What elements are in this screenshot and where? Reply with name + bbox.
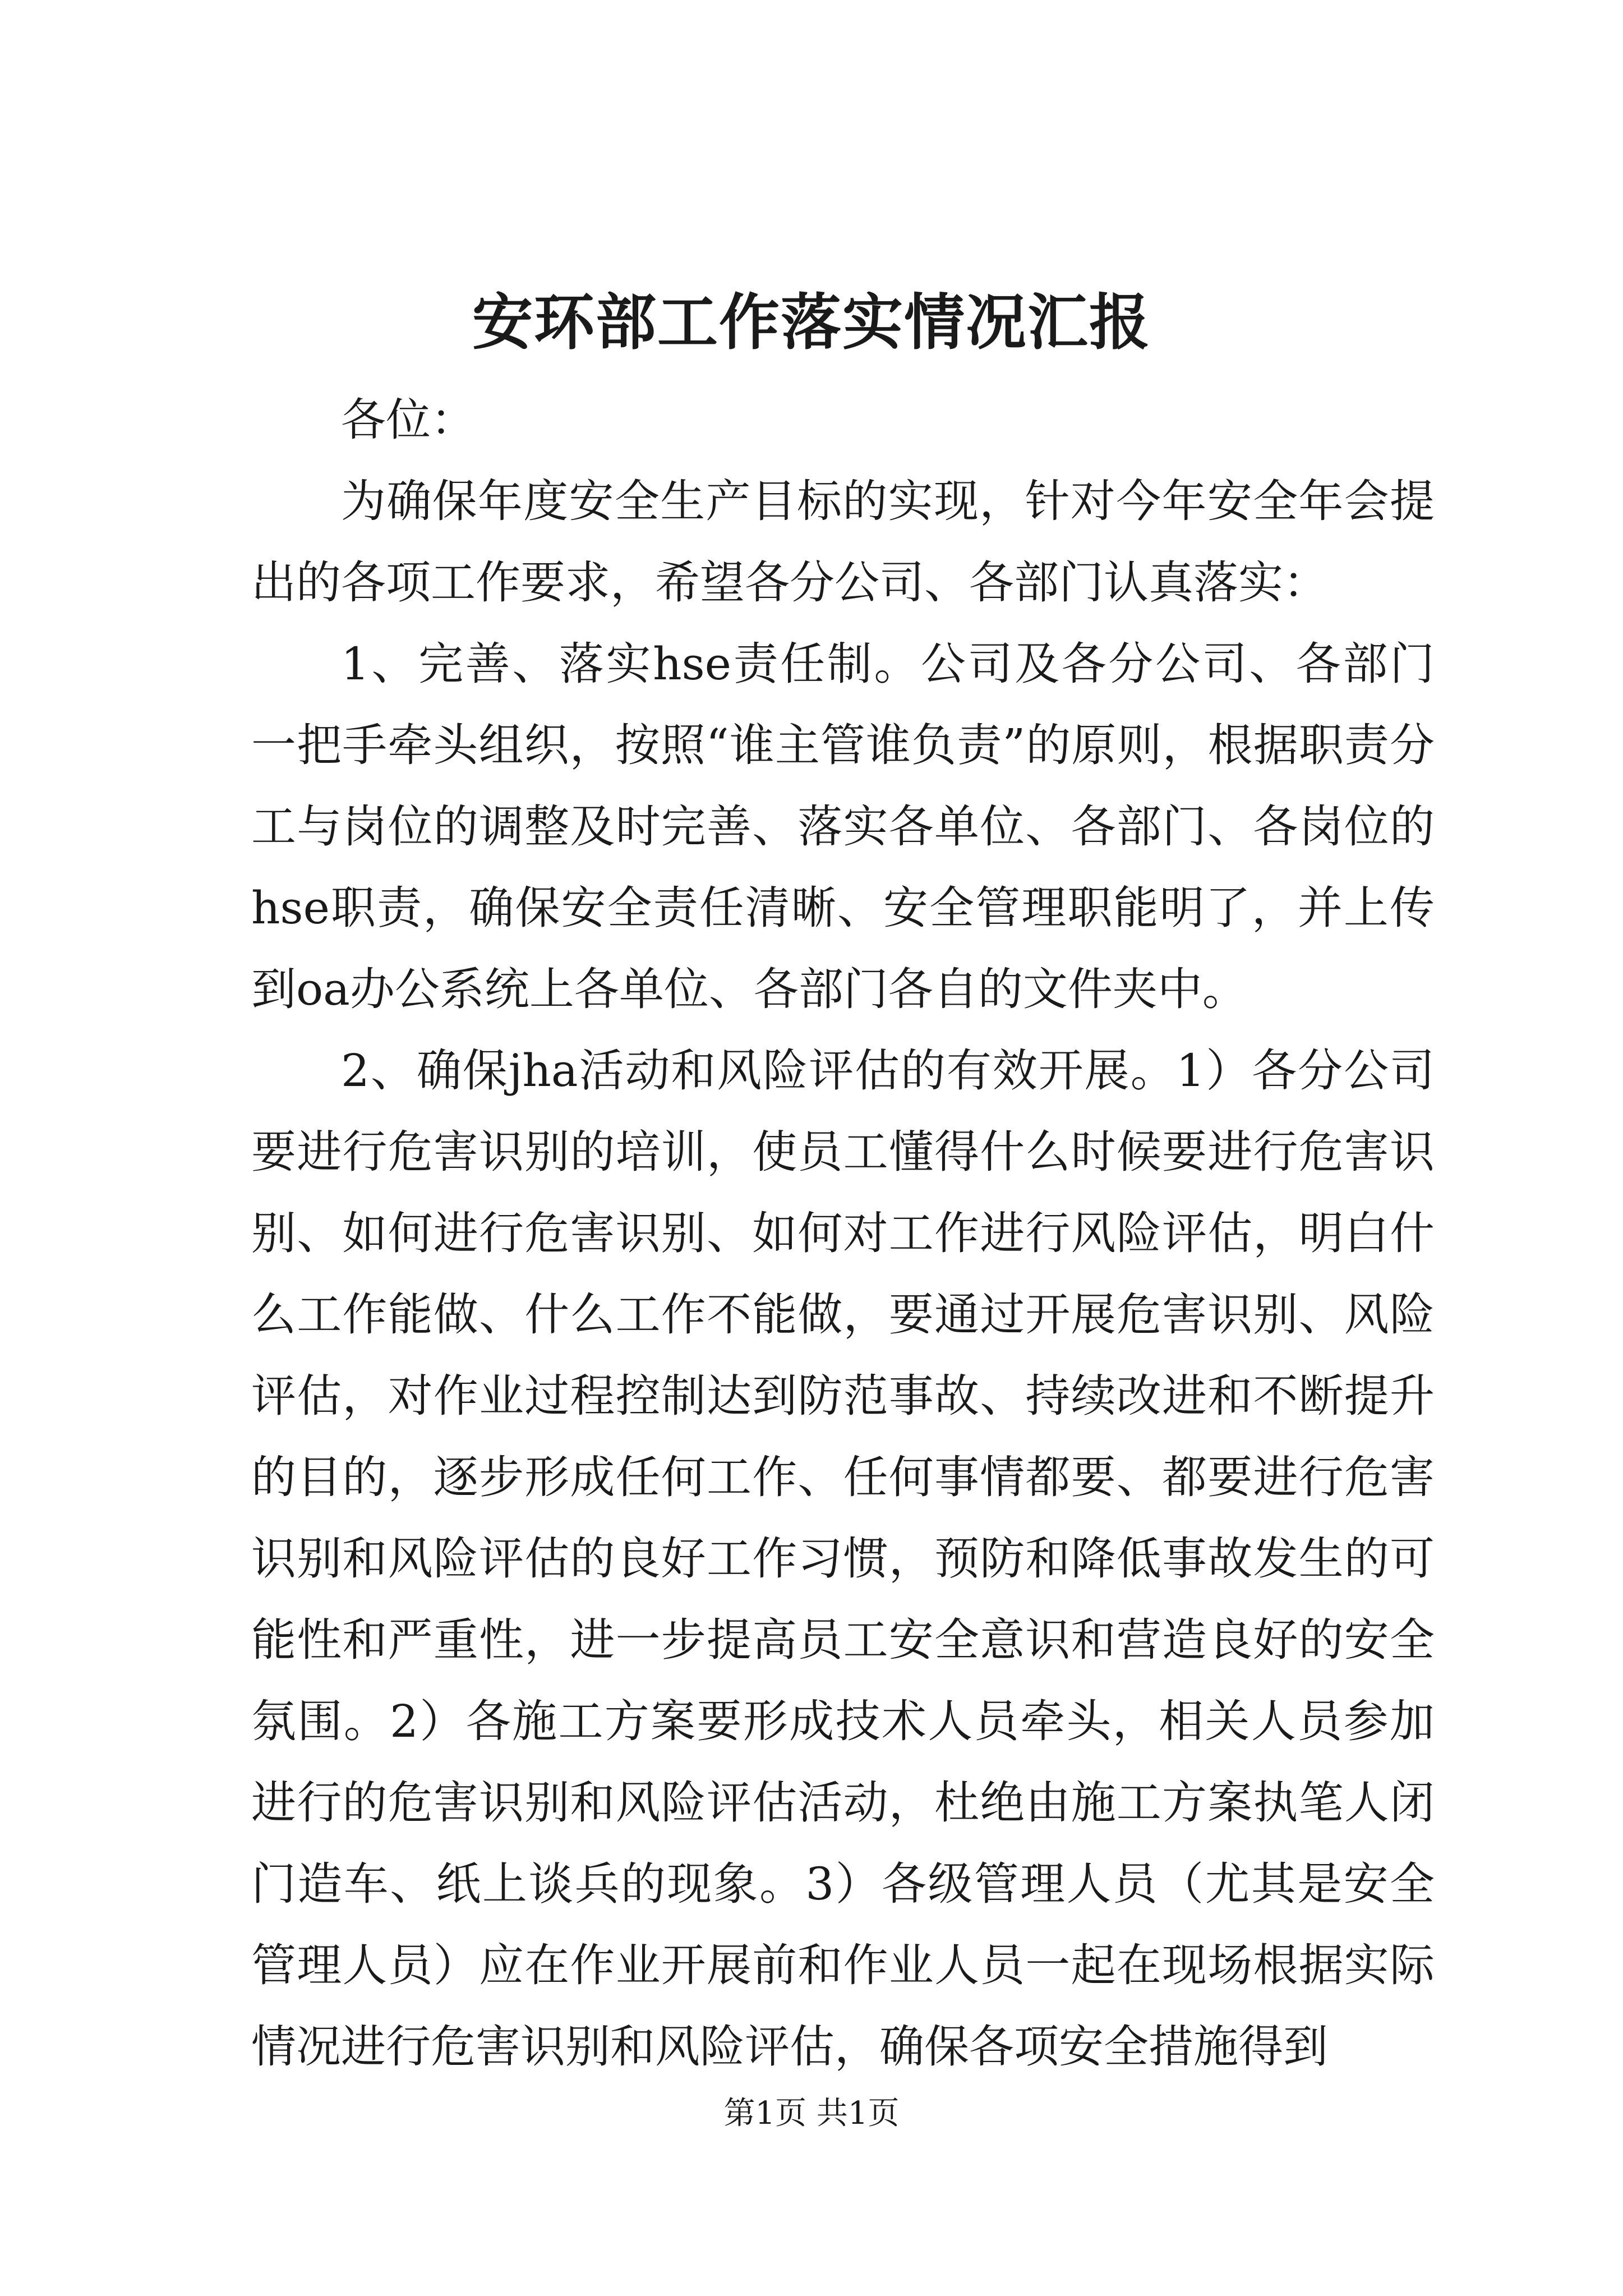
document-title: 安环部工作落实情况汇报: [472, 287, 1151, 358]
document-body: [251, 379, 1435, 2087]
item-2-paragraph: 2、确保jha活动和风险评估的有效开展。1）各分公司要进行危害识别的培训，使员工懂得什么时候要进行危害识别、如何进行危害识别、如何对工作进行风险评估，明白什么工作能做、什么工作不能做，要通过开展危害识别、风险评估，对作业过程控制达到防范事故、持续改进和不断提升的目的，逐步形成任何工作、任何事情都要、都要进行危害识别和风险评估的良好工作习惯，预防和降低事故发生的可能性和严重性，进一步提高员工安全意识和营造良好的安全氛围。2）各施工方案要形成技术人员牵头，相关人员参加进行的危害识别和风险评估活动，杜绝由施工方案执笔人闭门造车、纸上谈兵的现象。3）各级管理人员（尤其是安全管理人员）应在作业开展前和作业人员一起在现场根据实际情况进行危害识别和风险评估，确保各项安全措施得到: [251, 1045, 1435, 2073]
page-number-footer: 第1页 共1页: [723, 2095, 900, 2132]
intro-paragraph: 为确保年度安全生产目标的实现，针对今年安全年会提出的各项工作要求，希望各分公司、各部门认真落实：: [251, 475, 1435, 609]
salutation-paragraph: 各位：: [341, 394, 476, 446]
item-1-paragraph: 1、完善、落实hse责任制。公司及各分公司、各部门一把手牵头组织，按照“谁主管谁负责”的原则，根据职责分工与岗位的调整及时完善、落实各单位、各部门、各岗位的hse职责，确保安全责任清晰、安全管理职能明了，并上传到oa办公系统上各单位、各部门各自的文件夹中。: [251, 638, 1435, 1015]
